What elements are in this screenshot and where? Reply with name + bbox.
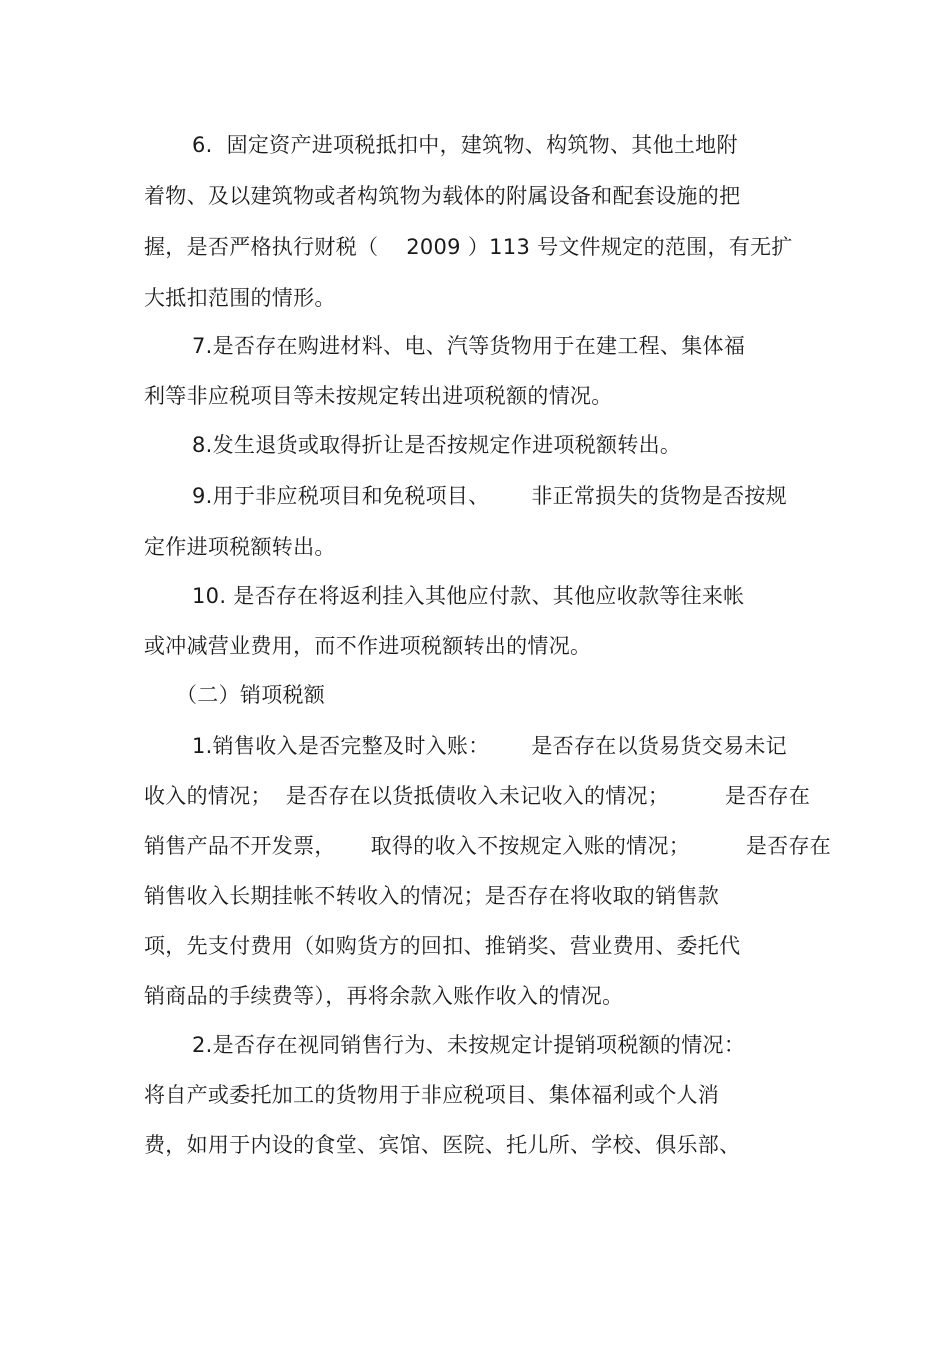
text-line: 着物、及以建筑物或者构筑物为载体的附属设备和配套设施的把 — [144, 184, 741, 208]
text-line: 大抵扣范围的情形。 — [144, 286, 336, 310]
text-line: 9.用于非应税项目和免税项目、 非正常损失的货物是否按规 — [192, 484, 787, 508]
text-line: 10. 是否存在将返利挂入其他应付款、其他应收款等往来帐 — [192, 584, 745, 608]
text-line: 销商品的手续费等），再将余款入账作收入的情况。 — [144, 984, 624, 1008]
text-line: 2.是否存在视同销售行为、未按规定计提销项税额的情况： — [192, 1033, 746, 1057]
text-line: 将自产或委托加工的货物用于非应税项目、集体福利或个人消 — [144, 1083, 720, 1107]
text-line: 利等非应税项目等未按规定转出进项税额的情况。 — [144, 384, 613, 408]
text-line: 定作进项税额转出。 — [144, 535, 336, 559]
text-line: 销售产品不开发票， 取得的收入不按规定入账的情况； 是否存在 — [144, 834, 832, 858]
text-line: 6. 固定资产进项税抵扣中，建筑物、构筑物、其他土地附 — [192, 133, 738, 157]
text-line: 1.销售收入是否完整及时入账： 是否存在以货易货交易未记 — [192, 734, 787, 758]
text-line: 收入的情况； 是否存在以货抵债收入未记收入的情况； 是否存在 — [144, 784, 811, 808]
text-line: 7.是否存在购进材料、电、汽等货物用于在建工程、集体福 — [192, 334, 746, 358]
text-line: 项，先支付费用（如购货方的回扣、推销奖、营业费用、委托代 — [144, 934, 741, 958]
section-heading: （二）销项税额 — [176, 683, 326, 707]
text-line: 销售收入长期挂帐不转收入的情况；是否存在将收取的销售款 — [144, 884, 720, 908]
text-line: 费，如用于内设的食堂、宾馆、医院、托儿所、学校、俱乐部、 — [144, 1133, 741, 1157]
text-line: 握，是否严格执行财税（ 2009 ）113 号文件规定的范围，有无扩 — [144, 235, 793, 259]
text-line: 8.发生退货或取得折让是否按规定作进项税额转出。 — [192, 433, 682, 457]
text-line: 或冲减营业费用，而不作进项税额转出的情况。 — [144, 634, 592, 658]
